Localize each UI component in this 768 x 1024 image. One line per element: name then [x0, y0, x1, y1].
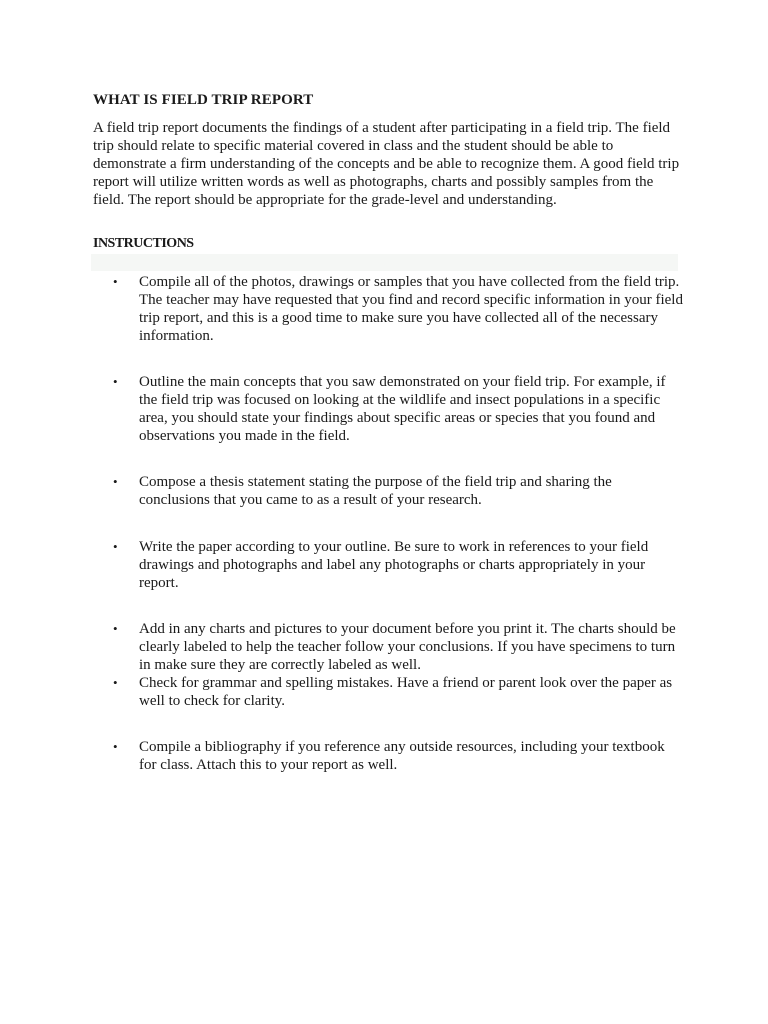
bullet-icon: • — [113, 739, 118, 754]
section-highlight-bar — [91, 254, 678, 271]
bullet-icon: • — [113, 474, 118, 489]
list-item — [113, 373, 683, 445]
list-item — [113, 620, 683, 674]
list-item — [113, 273, 683, 345]
bullet-icon: • — [113, 675, 118, 690]
list-item-text: Write the paper according to your outline. Be sure to work in references to your field drawings and photographs and label any photographs or charts appropriately in your report. — [139, 539, 649, 591]
bullet-icon: • — [113, 539, 118, 554]
list-item-text: Compile all of the photos, drawings or samples that you have collected from the field trip. The teacher may have requested that you find and record specific information in your field trip report, and this is a good time to make sure you have collected all of the necessary information. — [139, 274, 683, 344]
instructions-heading: INSTRUCTIONS — [93, 236, 194, 251]
list-item-text: Check for grammar and spelling mistakes. Have a friend or parent look over the paper as well to check for clarity. — [139, 675, 673, 709]
bullet-icon: • — [113, 274, 118, 289]
list-item-text: Compile a bibliography if you reference any outside resources, including your textbook for class. Attach this to your report as well. — [139, 739, 665, 773]
list-item-text: Compose a thesis statement stating the purpose of the field trip and sharing the conclusions that you came to as a result of your research. — [139, 474, 612, 508]
list-item-text: Outline the main concepts that you saw demonstrated on your field trip. For example, if the field trip was focused on looking at the wildlife and insect populations in a specific area, you should state your findings about specific areas or species that you found and observations you made in the field. — [139, 374, 666, 444]
list-item — [113, 538, 683, 592]
bullet-icon: • — [113, 621, 118, 636]
list-item — [113, 738, 683, 774]
intro-paragraph: A field trip report documents the findings of a student after participating in a field trip. The field trip should relate to specific material covered in class and the student should be able to demonstrate a firm understanding of the concepts and be able to recognize them. A good field trip report will utilize written words as well as photographs, charts and possibly samples from the field. The report should be appropriate for the grade-level and understanding. — [93, 120, 680, 208]
bullet-icon: • — [113, 374, 118, 389]
list-item-text: Add in any charts and pictures to your document before you print it. The charts should be clearly labeled to help the teacher follow your conclusions. If you have specimens to turn in make sure they are correctly labeled as well. — [139, 621, 676, 673]
list-item — [113, 674, 683, 710]
document-title: WHAT IS FIELD TRIP REPORT — [93, 92, 314, 108]
list-item — [113, 473, 683, 509]
